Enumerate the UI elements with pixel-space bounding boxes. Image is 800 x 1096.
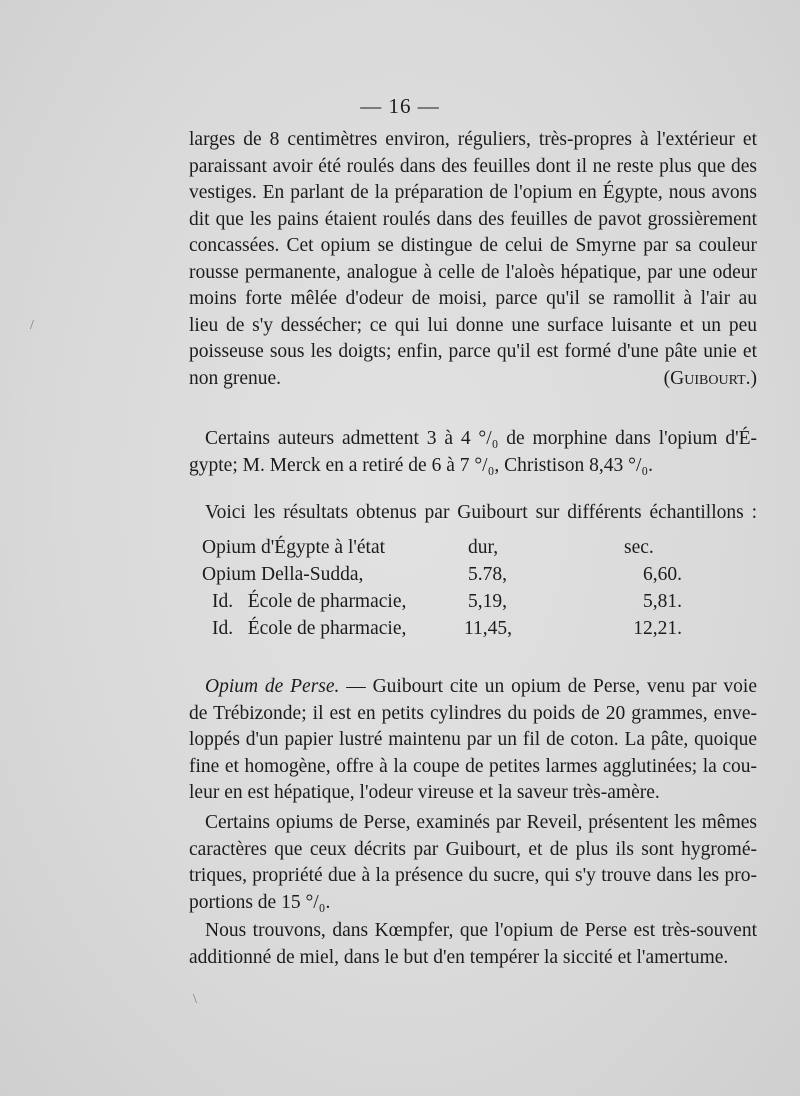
table-intro xyxy=(189,500,757,527)
text-line: portions de 15 °/₀. xyxy=(189,891,331,913)
table-cell-dur: 11,45, xyxy=(464,618,513,639)
text-line: paraissant avoir été roulés dans des feuilles dont il ne reste plus que des xyxy=(189,155,757,177)
table-cell-sec: sec. xyxy=(624,537,654,558)
table-cell-name: Id. École de pharmacie, xyxy=(212,591,407,612)
text-line: rousse permanente, analogue à celle de l'aloès hépatique, par une odeur xyxy=(189,261,757,283)
text-line-last xyxy=(189,366,757,393)
text-line: fine et homogène, offre à la coupe de petites larmes agglutinées; la cou- xyxy=(189,755,757,777)
text-line: dit que les pains étaient roulés dans des feuilles de pavot grossièrement xyxy=(189,208,757,230)
paragraph-morphine-content xyxy=(189,426,757,479)
paragraph-guibourt-egypt xyxy=(189,127,757,392)
text-line: caractères que ceux décrits par Guibourt, et de plus ils sont hygromé- xyxy=(189,838,757,860)
scan-mark: \ xyxy=(193,992,197,1007)
table-cell-dur: dur, xyxy=(468,537,499,558)
table-cell-name: Id. École de pharmacie, xyxy=(212,618,407,639)
text-line: Certains opiums de Perse, examinés par Reveil, présentent les mêmes xyxy=(205,812,757,833)
text-line: gypte; M. Merck en a retiré de 6 à 7 °/₀, Christison 8,43 °/₀. xyxy=(189,454,654,476)
text-line xyxy=(189,674,757,701)
table-row xyxy=(202,615,682,642)
text-line: leur en est hépatique, l'odeur vireuse et la saveur très-amère. xyxy=(189,782,660,803)
text-line: moins forte mêlée d'odeur de moisi, parce qu'il se ramollit à l'air au xyxy=(189,288,757,309)
text-line: Nous trouvons, dans Kœmpfer, que l'opium de Perse est très-souvent xyxy=(205,920,757,941)
section-heading: Opium de Perse. xyxy=(205,676,340,697)
table-cell-dur: 5,19, xyxy=(468,591,507,612)
text-line: de Trébizonde; il est en petits cylindres du poids de 20 grammes, enve- xyxy=(189,702,757,724)
table-cell-name: Opium d'Égypte à l'état xyxy=(202,537,386,558)
table-row xyxy=(202,534,682,561)
paragraph-opium-perse xyxy=(189,674,757,807)
text-line: Certains auteurs admettent 3 à 4 °/₀ de morphine dans l'opium d'É- xyxy=(205,428,757,449)
table-cell-sec: 5,81. xyxy=(643,591,682,612)
table-cell-dur: 5.78, xyxy=(468,564,507,585)
text-line: vestiges. En parlant de la préparation de l'opium en Égypte, nous avons xyxy=(189,182,757,203)
table-cell-name: Opium Della-Sudda, xyxy=(202,564,364,585)
text-line: Voici les résultats obtenus par Guibourt sur différents échantillons : xyxy=(205,502,757,523)
table-row xyxy=(202,588,682,615)
text-line: lieu de s'y dessécher; ce qui lui donne une surface luisante et un peu xyxy=(189,314,757,336)
text-line: concassées. Cet opium se distingue de celui de Smyrne par sa couleur xyxy=(189,235,757,256)
page-number: — 16 — xyxy=(360,94,440,118)
table-cell-sec: 6,60. xyxy=(643,564,682,585)
text-line: loppés d'un papier lustré maintenu par un fil de coton. La pâte, quoique xyxy=(189,729,757,750)
table-cell-sec: 12,21. xyxy=(633,618,682,639)
source-citation: (Guibourt.) xyxy=(663,367,757,389)
text-line: triques, propriété due à la présence du sucre, qui s'y trouve dans les pro- xyxy=(189,865,757,886)
text-fragment: non grenue. xyxy=(189,367,282,389)
text-fragment: — Guibourt cite un opium de Perse, venu par voie xyxy=(339,676,757,697)
scan-mark: / xyxy=(30,318,34,333)
text-line: additionné de miel, dans le but d'en tempérer la siccité et l'amertume. xyxy=(189,946,729,968)
text-line: poisseuse sous les doigts; enfin, parce qu'il est formé d'une pâte unie et xyxy=(189,341,757,362)
paragraph-reveil xyxy=(189,810,757,916)
table-row xyxy=(202,561,682,588)
text-line: larges de 8 centimètres environ, réguliers, très-propres à l'extérieur et xyxy=(189,129,757,150)
results-table xyxy=(202,534,682,642)
paragraph-kaempfer xyxy=(189,918,757,971)
